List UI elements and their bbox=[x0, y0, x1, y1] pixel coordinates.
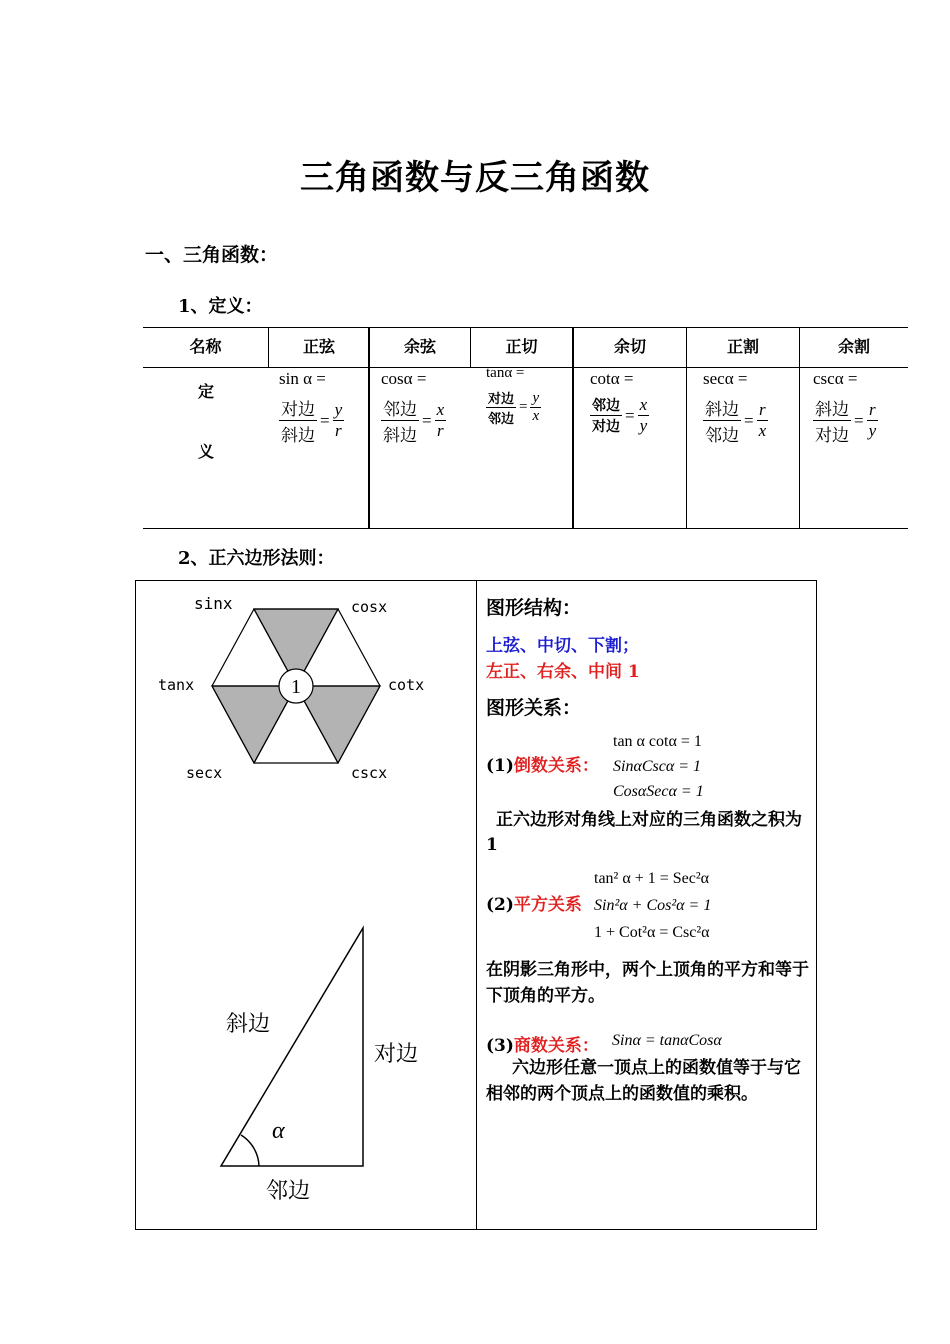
def-sec-lhs: secα = bbox=[703, 369, 748, 388]
frac-num: r bbox=[757, 400, 769, 421]
item-number: (3) bbox=[486, 1036, 514, 1056]
label-cscx: cscx bbox=[351, 764, 388, 782]
header-sin: 正弦 bbox=[302, 337, 335, 356]
def-csc: cscα = $\frac{\text{斜边}}{\text{对边}}$ = $\frac{r}{y}$ bbox=[813, 369, 877, 445]
table-rule bbox=[143, 528, 908, 529]
reciprocal-label bbox=[486, 751, 606, 776]
angle-arc bbox=[241, 1135, 259, 1166]
header-sec: 正割 bbox=[726, 337, 759, 356]
frac-den: 对边 bbox=[592, 420, 620, 435]
item-number: (1) bbox=[486, 756, 514, 776]
square-eq-3: 1 + Cot²α = Csc²α bbox=[594, 924, 710, 941]
label-opposite: 对边 bbox=[374, 1042, 419, 1067]
reciprocal-note: 正六边形对角线上对应的三角函数之积为 1 bbox=[486, 810, 802, 855]
square-name: 平方关系 bbox=[513, 895, 582, 915]
def-csc-lhs: cscα = bbox=[813, 369, 858, 388]
reciprocal-eq-2: SinαCscα = 1 bbox=[613, 758, 702, 775]
frac-num: y bbox=[532, 390, 540, 406]
square-note: 在阴影三角形中，两个上顶角的平方和等于下顶角的平方。 bbox=[486, 960, 809, 1006]
frac-num: x bbox=[436, 400, 445, 419]
right-triangle-diagram bbox=[146, 916, 466, 1216]
square-eq-1: tan² α + 1 = Sec²α bbox=[594, 870, 710, 887]
reciprocal-name: 倒数关系： bbox=[513, 756, 599, 776]
def-sec: secα = $\frac{\text{斜边}}{\text{邻边}}$ = $\frac{r}{x}$ bbox=[703, 369, 767, 445]
def-tan-lhs: tanα = bbox=[486, 365, 525, 381]
frac-den: 邻边 bbox=[488, 411, 515, 426]
row-label-def-2: 义 bbox=[198, 442, 215, 461]
header-csc: 余割 bbox=[837, 337, 870, 356]
frac-num: 斜边 bbox=[813, 395, 851, 421]
frac-den: y bbox=[639, 416, 648, 435]
frac-den: 对边 bbox=[815, 426, 849, 445]
label-hypotenuse: 斜边 bbox=[226, 1012, 271, 1037]
structure-line-red: 左正、右余、中间 1 bbox=[486, 662, 640, 682]
hexagon-rule-box bbox=[135, 580, 817, 1230]
frac-den: 斜边 bbox=[281, 426, 315, 445]
def-sin: sin α = $\frac{\text{对边}}{\text{斜边}}$ = $\frac{y}{r}$ bbox=[279, 369, 343, 445]
square-label bbox=[486, 890, 596, 915]
subsection-hexagon-rule: 2、正六边形法则： bbox=[178, 548, 335, 569]
square-eq-2: Sin²α + Cos²α = 1 bbox=[594, 897, 712, 914]
reciprocal-eq-1: tan α cotα = 1 bbox=[613, 733, 702, 750]
label-cotx: cotx bbox=[388, 676, 425, 694]
frac-num: x bbox=[639, 395, 648, 414]
frac-num: 对边 bbox=[486, 388, 516, 408]
frac-den: y bbox=[868, 421, 877, 440]
frac-num: 斜边 bbox=[703, 395, 741, 421]
table-header-name: 名称 bbox=[189, 337, 222, 356]
structure-title: 图形结构： bbox=[486, 597, 582, 619]
header-cos: 余弦 bbox=[403, 337, 436, 356]
label-angle: α bbox=[272, 1118, 285, 1144]
frac-den: 邻边 bbox=[705, 426, 739, 445]
quotient-note: 六边形任意一顶点上的函数值等于与它相邻的两个顶点上的函数值的乘积。 bbox=[486, 1058, 801, 1104]
frac-den: 斜边 bbox=[383, 426, 417, 445]
page-title: 三角函数与反三角函数 bbox=[300, 158, 650, 198]
subsection-definition: 1、定义： bbox=[178, 296, 263, 317]
frac-num: 邻边 bbox=[590, 395, 622, 416]
frac-den: x bbox=[532, 408, 540, 424]
label-cosx: cosx bbox=[351, 598, 388, 616]
quotient-name: 商数关系： bbox=[513, 1036, 599, 1056]
def-cos: cosα = $\frac{\text{邻边}}{\text{斜边}}$ = $\frac{x}{r}$ bbox=[381, 369, 445, 445]
structure-line-blue: 上弦、中切、下割； bbox=[486, 636, 639, 656]
header-tan: 正切 bbox=[505, 337, 538, 356]
frac-den: r bbox=[437, 421, 444, 440]
frac-den: r bbox=[335, 421, 342, 440]
label-secx: secx bbox=[186, 764, 223, 782]
section-heading: 一、三角函数： bbox=[145, 244, 279, 266]
definition-table bbox=[143, 327, 908, 529]
frac-num: 对边 bbox=[279, 395, 317, 421]
frac-num: y bbox=[334, 400, 343, 419]
relation-title: 图形关系： bbox=[486, 697, 582, 719]
triangle-outline bbox=[221, 928, 363, 1166]
def-tan: tanα = $\frac{\text{对边}}{\text{邻边}}$ = $\frac{y}{x}$ bbox=[486, 365, 540, 426]
box-divider bbox=[476, 581, 477, 1229]
header-cot: 余切 bbox=[613, 337, 646, 356]
center-label: 1 bbox=[291, 676, 301, 698]
def-sin-lhs: sin α = bbox=[279, 369, 326, 388]
frac-num: r bbox=[867, 400, 879, 421]
quotient-label bbox=[486, 1031, 616, 1056]
hexagon-diagram bbox=[146, 589, 446, 799]
reciprocal-eq-3: CosαSecα = 1 bbox=[613, 783, 704, 800]
def-cot-lhs: cotα = bbox=[590, 369, 634, 388]
frac-num: 邻边 bbox=[381, 395, 419, 421]
frac-den: x bbox=[758, 421, 767, 440]
label-tanx: tanx bbox=[158, 676, 195, 694]
item-number: (2) bbox=[486, 895, 514, 915]
def-cot: cotα = $\frac{\text{邻边}}{\text{对边}}$ = $\frac{x}{y}$ bbox=[590, 369, 648, 435]
row-label-def-1: 定 bbox=[198, 382, 215, 401]
label-sinx: sinx bbox=[194, 594, 233, 613]
label-adjacent: 邻边 bbox=[266, 1179, 311, 1204]
def-cos-lhs: cosα = bbox=[381, 369, 427, 388]
quotient-eq: Sinα = tanαCosα bbox=[612, 1032, 722, 1049]
